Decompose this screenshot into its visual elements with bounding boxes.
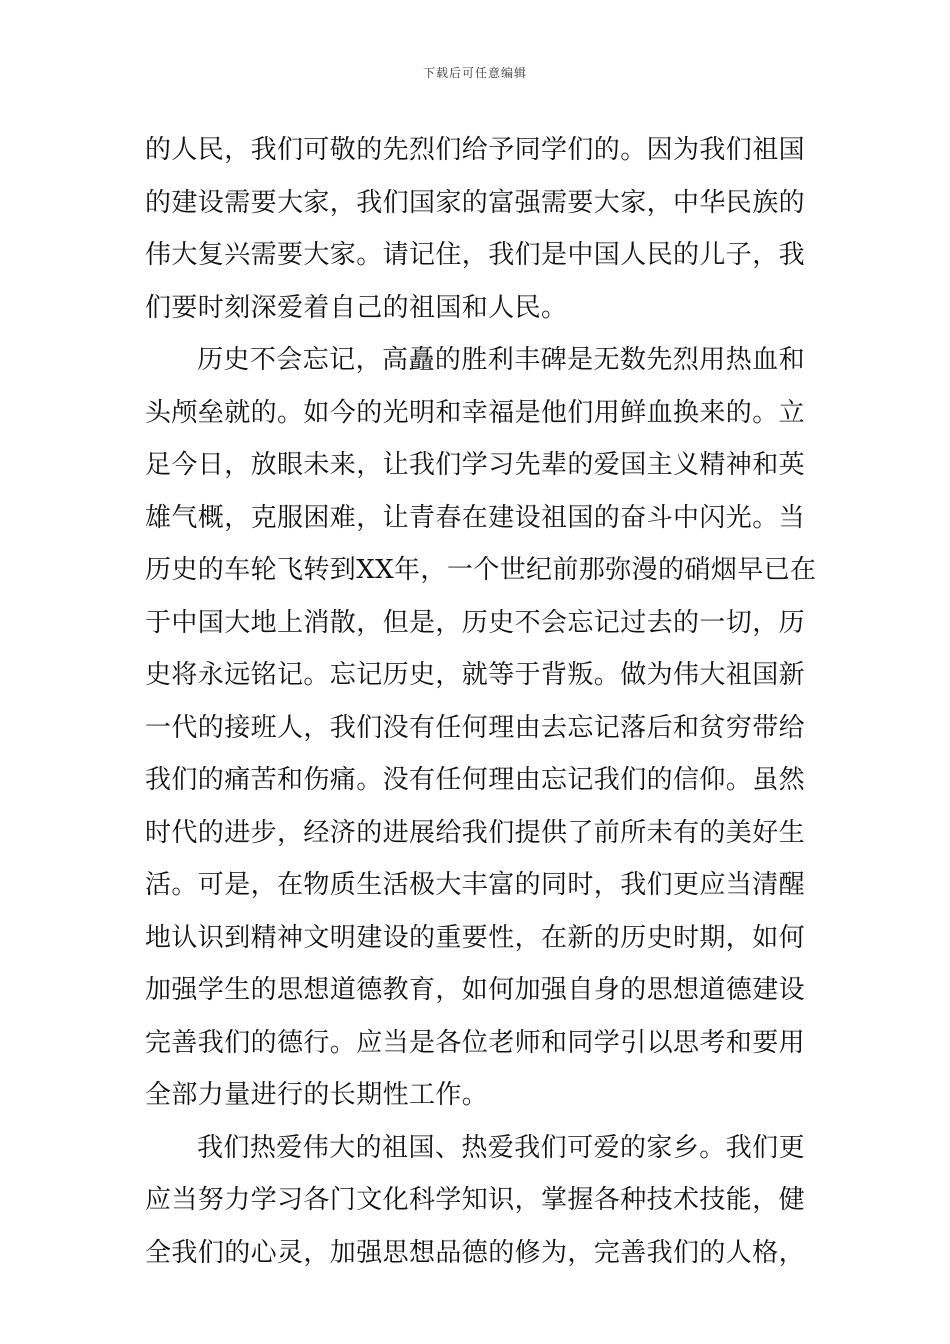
paragraph-2-line-7: 史将永远铭记。忘记历史，就等于背叛。做为伟大祖国新 [145,660,806,690]
paragraph-2-line-1: 历史不会忘记，高矗的胜利丰碑是无数先烈用热血和 [197,345,805,375]
paragraph-2-line-4: 雄气概，克服困难，让青春在建设祖国的奋斗中闪光。当 [145,502,806,533]
paragraph-2-line-9: 我们的痛苦和伤痛。没有任何理由忘记我们的信仰。虽然 [145,765,806,795]
paragraph-3-line-2: 应当努力学习各门文化科学知识，掌握各种技术技能，健 [145,1185,806,1215]
paragraph-3-line-1: 我们热爱伟大的祖国、热爱我们可爱的家乡。我们更 [197,1132,805,1163]
paragraph-1-line-1: 的人民，我们可敬的先烈们给予同学们的。因为我们祖国 [145,135,806,165]
paragraph-1-line-2: 的建设需要大家，我们国家的富强需要大家，中华民族的 [145,187,806,218]
page-header: 下载后可任意编辑 [422,66,527,80]
paragraph-2-line-13: 加强学生的思想道德教育，如何加强自身的思想道德建设 [145,975,806,1005]
paragraph-2-line-15: 全部力量进行的长期性工作。 [145,1080,489,1110]
paragraph-2-line-12: 地认识到精神文明建设的重要性，在新的历史时期，如何 [145,922,806,953]
paragraph-3-line-3: 全我们的心灵，加强思想品德的修为，完善我们的人格， [145,1237,806,1268]
paragraph-2-line-11: 活。可是，在物质生活极大丰富的同时，我们更应当清醒 [145,870,806,900]
paragraph-2-line-2: 头颅垒就的。如今的光明和幸福是他们用鲜血换来的。立 [145,397,806,428]
document-body [145,124,817,1279]
paragraph-1-line-3: 伟大复兴需要大家。请记住，我们是中国人民的儿子，我 [145,240,806,270]
paragraph-1-line-4: 们要时刻深爱着自己的祖国和人民。 [145,292,568,323]
paragraph-2-line-3: 足今日，放眼未来，让我们学习先辈的爱国主义精神和英 [145,450,806,480]
paragraph-2-line-14: 完善我们的德行。应当是各位老师和同学引以思考和要用 [145,1027,806,1058]
paragraph-2-line-6: 于中国大地上消散，但是，历史不会忘记过去的一切，历 [145,607,806,638]
paragraph-2-line-10: 时代的进步，经济的进展给我们提供了前所未有的美好生 [145,817,806,848]
paragraph-2-line-8: 一代的接班人，我们没有任何理由去忘记落后和贫穷带给 [145,712,806,743]
paragraph-2-line-5: 历史的车轮飞转到XX年，一个世纪前那弥漫的硝烟早已在 [145,555,817,585]
